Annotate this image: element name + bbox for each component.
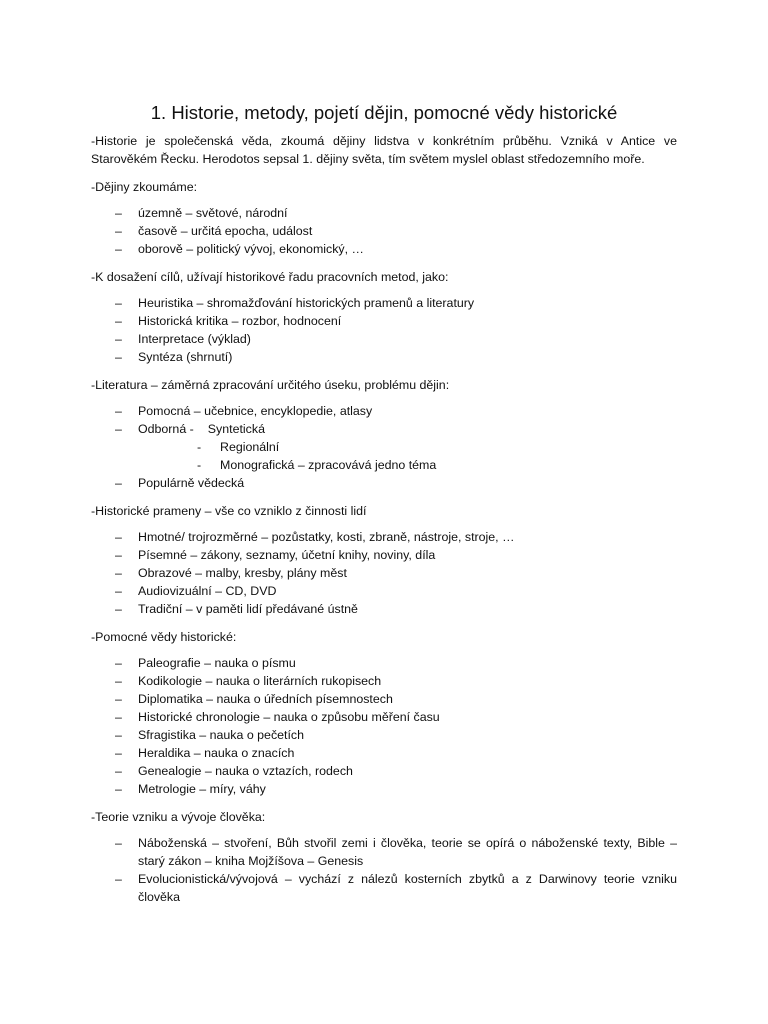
sub-list-item: - Monografická – zpracovává jedno téma: [197, 458, 437, 472]
list-item: – Obrazové – malby, kresby, plány měst: [115, 566, 347, 580]
dash-bullet: –: [115, 656, 122, 670]
list-item: – Evolucionistická/vývojová – vychází z nálezů kosterních zbytků a z Darwinovy teorie vzniku člověka: [115, 872, 677, 904]
list-item: – Náboženská – stvoření, Bůh stvořil zemi i člověka, teorie se opírá o náboženské texty, Bible – starý zákon – kniha Mojžíšova – Genesis: [115, 836, 677, 868]
section-heading: -Dějiny zkoumáme:: [91, 180, 198, 194]
dash-bullet: –: [115, 242, 122, 256]
list-item: – Historické chronologie – nauka o způsobu měření času: [115, 710, 440, 724]
list-item: – Historická kritika – rozbor, hodnocení: [115, 314, 342, 328]
dash-bullet: –: [115, 764, 122, 778]
dash-bullet: –: [115, 296, 122, 310]
dash-list: [91, 204, 677, 258]
section-heading: -Historické prameny – vše co vzniklo z činnosti lidí: [91, 504, 367, 518]
dash-bullet: –: [115, 350, 122, 364]
dash-bullet: –: [115, 476, 122, 490]
section-heading: -Teorie vzniku a vývoje člověka:: [91, 810, 266, 824]
dash-bullet: –: [115, 746, 122, 760]
list-item: – časově – určitá epocha, událost: [115, 224, 313, 238]
dash-bullet: –: [115, 566, 122, 580]
dash-bullet: –: [115, 584, 122, 598]
dash-bullet: –: [115, 224, 122, 238]
list-item: – Heuristika – shromažďování historických pramenů a literatury: [115, 296, 475, 310]
dash-bullet: –: [115, 548, 122, 562]
dash-bullet: –: [115, 728, 122, 742]
sub-list-item: - Regionální: [197, 440, 280, 454]
section-prameny: [91, 502, 677, 618]
document-page: [91, 100, 677, 906]
list-item: – Hmotné/ trojrozměrné – pozůstatky, kosti, zbraně, nástroje, stroje, …: [115, 530, 515, 544]
dash-bullet: –: [115, 530, 122, 544]
list-item: – Písemné – zákony, seznamy, účetní knihy, noviny, díla: [115, 548, 436, 562]
page-title: 1. Historie, metody, pojetí dějin, pomocné vědy historické: [150, 102, 618, 123]
intro-paragraph: -Historie je společenská věda, zkoumá dějiny lidstva v konkrétním průběhu. Vzniká v Antice ve Starověkém Řecku. Herodotos sepsal 1. dějiny světa, tím světem myslel oblast středozemního moře.: [91, 134, 677, 166]
section-heading: -K dosažení cílů, užívají historikové řadu pracovních metod, jako:: [91, 270, 449, 284]
dash-bullet: –: [115, 314, 122, 328]
dash-bullet: –: [115, 710, 122, 724]
section-vedy: [91, 628, 677, 798]
dash-list: [91, 474, 677, 492]
list-item: – Interpretace (výklad): [115, 332, 251, 346]
dash-bullet: –: [115, 692, 122, 706]
dash-bullet: –: [115, 782, 122, 796]
list-item: – Audiovizuální – CD, DVD: [115, 584, 277, 598]
sub-bullet: -: [197, 458, 202, 472]
dash-bullet: –: [115, 674, 122, 688]
section-teorie: [91, 808, 677, 906]
dash-list: [91, 294, 677, 366]
dash-list: [91, 654, 677, 798]
list-item: – Paleografie – nauka o písmu: [115, 656, 296, 670]
section-metody: [91, 268, 677, 366]
dash-bullet: –: [115, 404, 122, 418]
dash-bullet: –: [115, 422, 122, 436]
sub-bullet: -: [197, 440, 202, 454]
list-item: – Populárně vědecká: [115, 476, 245, 490]
list-item: – územně – světové, národní: [115, 206, 288, 220]
list-item: – Heraldika – nauka o znacích: [115, 746, 295, 760]
dash-bullet: –: [115, 206, 122, 220]
dash-bullet: –: [115, 872, 122, 886]
section-literatura: [91, 376, 677, 492]
list-item: – Odborná - Syntetická: [115, 422, 265, 436]
dash-bullet: –: [115, 836, 122, 850]
list-item: – Syntéza (shrnutí): [115, 350, 233, 364]
section-heading: -Pomocné vědy historické:: [91, 630, 237, 644]
section-heading: -Literatura – záměrná zpracování určitého úseku, problému dějin:: [91, 378, 450, 392]
dash-list: [91, 834, 677, 906]
list-item: – oborově – politický vývoj, ekonomický, …: [115, 242, 364, 256]
list-item: – Tradiční – v paměti lidí předávané ústně: [115, 602, 358, 616]
list-item: – Genealogie – nauka o vztazích, rodech: [115, 764, 353, 778]
dash-bullet: –: [115, 332, 122, 346]
list-item: – Sfragistika – nauka o pečetích: [115, 728, 304, 742]
list-item: – Pomocná – učebnice, encyklopedie, atlasy: [115, 404, 373, 418]
dash-list: [91, 528, 677, 618]
list-item: – Diplomatika – nauka o úředních písemnostech: [115, 692, 393, 706]
section-zkoumame: [91, 178, 677, 258]
list-item: – Metrologie – míry, váhy: [115, 782, 266, 796]
dash-bullet: –: [115, 602, 122, 616]
list-item: – Kodikologie – nauka o literárních rukopisech: [115, 674, 382, 688]
dash-list: [91, 402, 677, 438]
